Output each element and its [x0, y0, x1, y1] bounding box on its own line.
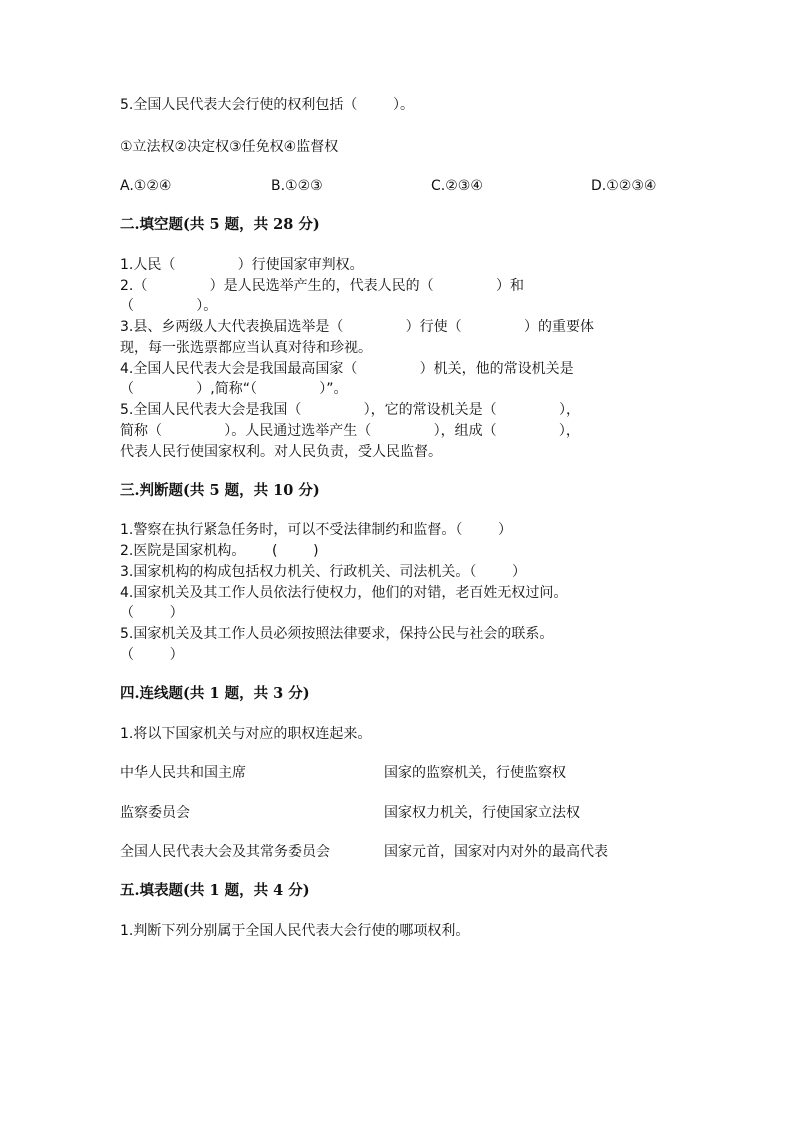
fill-line: 2.（ ）是人民选举产生的，代表人民的（ ）和 — [120, 278, 524, 294]
fill-line: 5.全国人民代表大会是我国（ ），它的常设机关是（ ）， — [120, 402, 580, 418]
judge-line: 4.国家机关及其工作人员依法行使权力，他们的对错，老百姓无权过问。 — [120, 585, 568, 601]
question-5-text: 5.全国人民代表大会行使的权利包括（ ）。 — [120, 97, 414, 113]
judge-line: 5.国家机关及其工作人员必须按照法律要求，保持公民与社会的联系。 — [120, 626, 554, 642]
fill-line: 现，每一张选票都应当认真对待和珍视。 — [120, 340, 372, 356]
question-5-items: ①立法权②决定权③任免权④监督权 — [120, 139, 339, 155]
judge-line: 2.医院是国家机构。 ( ) — [120, 543, 319, 559]
fill-line: 代表人民行使国家权利。对人民负责，受人民监督。 — [120, 444, 442, 460]
option-d: D.①②③④ — [591, 178, 657, 194]
match-right-item: 国家权力机关，行使国家立法权 — [384, 805, 580, 821]
table-section-heading: 五.填表题(共 1 题，共 4 分) — [120, 882, 310, 899]
option-c: C.②③④ — [431, 178, 483, 194]
match-right-item: 国家元首，国家对内对外的最高代表 — [384, 844, 608, 860]
match-section-heading: 四.连线题(共 1 题，共 3 分) — [120, 685, 310, 702]
match-left-item: 监察委员会 — [120, 805, 190, 821]
match-left-item: 中华人民共和国主席 — [120, 765, 246, 781]
judge-line: （ ） — [120, 605, 184, 621]
fill-line: 3.县、乡两级人大代表换届选举是（ ）行使（ ）的重要体 — [120, 319, 594, 335]
match-left-item: 全国人民代表大会及其常务委员会 — [120, 844, 330, 860]
fill-section-heading: 二.填空题(共 5 题，共 28 分) — [120, 216, 320, 233]
fill-line: （ ）,简称“（ ）”。 — [120, 381, 348, 397]
match-instruction: 1.将以下国家机关与对应的职权连起来。 — [120, 726, 372, 742]
fill-line: 4.全国人民代表大会是我国最高国家（ ）机关，他的常设机关是 — [120, 361, 574, 377]
judge-line: 3.国家机构的构成包括权力机关、行政机关、司法机关。（ ） — [120, 564, 526, 580]
judge-line: （ ） — [120, 647, 184, 663]
judge-line: 1.警察在执行紧急任务时，可以不受法律制约和监督。（ ） — [120, 522, 512, 538]
fill-line: 1.人民（ ）行使国家审判权。 — [120, 257, 364, 273]
match-right-item: 国家的监察机关，行使监察权 — [384, 765, 566, 781]
option-b: B.①②③ — [271, 178, 323, 194]
fill-line: 简称（ ）。人民通过选举产生（ ），组成（ ）， — [120, 423, 580, 439]
fill-line: （ ）。 — [120, 298, 218, 314]
option-a: A.①②④ — [120, 178, 172, 194]
judge-section-heading: 三.判断题(共 5 题，共 10 分) — [120, 482, 320, 499]
table-instruction: 1.判断下列分别属于全国人民代表大会行使的哪项权利。 — [120, 923, 470, 939]
